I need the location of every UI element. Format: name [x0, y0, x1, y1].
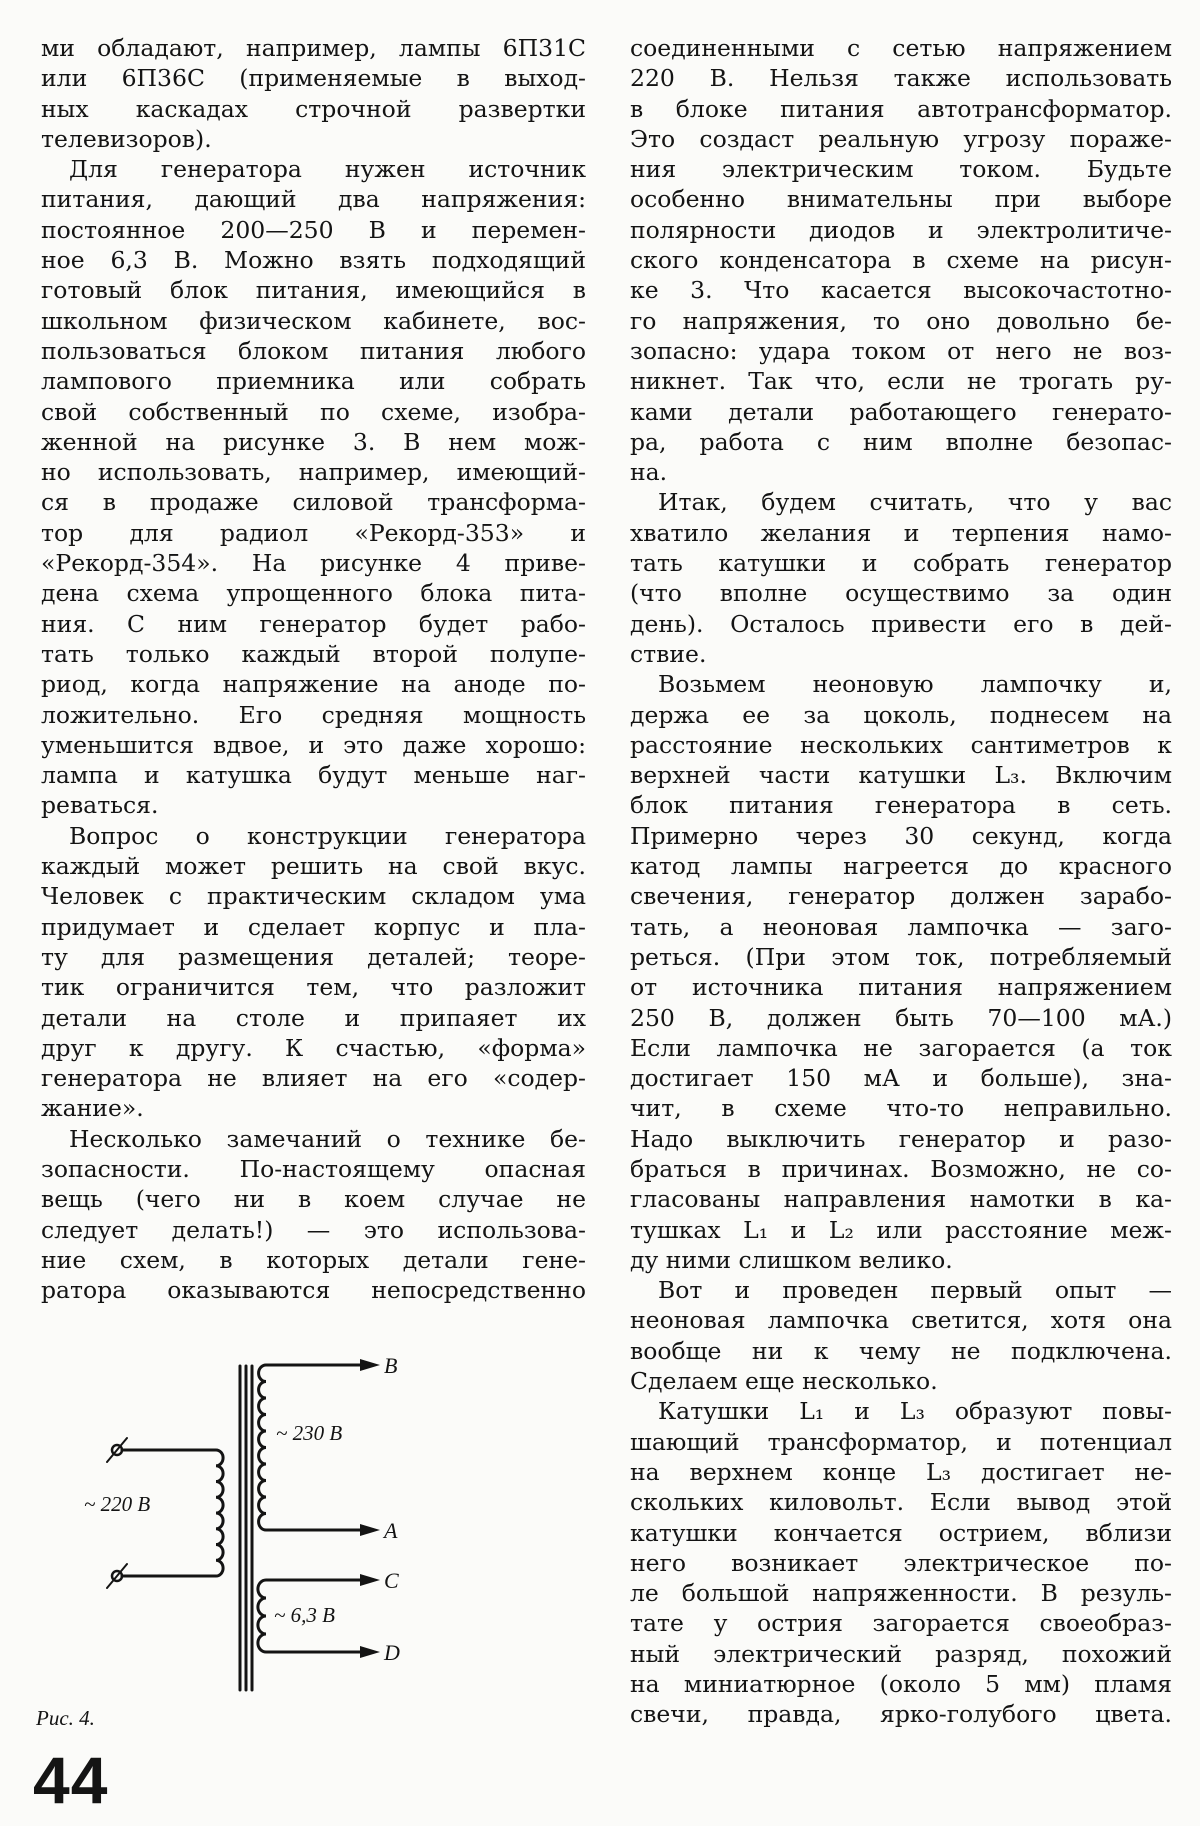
text-line: питания, дающий два напряжения:	[41, 185, 586, 214]
text-line: ского конденсатора в схеме на рисун-	[630, 246, 1172, 275]
arrow-a-icon	[360, 1524, 380, 1536]
text-line: неоновая лампочка светится, хотя она	[630, 1306, 1172, 1335]
text-line: ми обладают, например, лампы 6П31С	[41, 34, 586, 62]
text-line: риод, когда напряжение на аноде по-	[41, 670, 586, 699]
text-line: школьном физическом кабинете, вос-	[41, 306, 586, 335]
text-line: Для генератора нужен источник	[69, 155, 586, 184]
text-line: реться. (При этом ток, потребляемый	[630, 942, 1172, 971]
text-line: Надо выключить генератор и разо-	[630, 1124, 1172, 1153]
text-line: него возникает электрическое по-	[630, 1548, 1172, 1577]
text-line: Несколько замечаний о технике бе-	[69, 1124, 586, 1153]
text-line: каждый может решить на свой вкус.	[41, 852, 586, 881]
text-line: «Рекорд-354». На рисунке 4 приве-	[41, 549, 586, 578]
text-line: гласованы направления намотки в ка-	[630, 1185, 1172, 1214]
text-line: зопасности. По-настоящему опасная	[41, 1154, 586, 1183]
text-line: расстояние нескольких сантиметров к	[630, 730, 1172, 759]
text-line: или 6П36С (применяемые в выход-	[41, 64, 586, 93]
text-line: готовый блок питания, имеющийся в	[41, 276, 586, 305]
text-line: ся в продаже силовой трансформа-	[41, 488, 586, 517]
text-line: держа ее за цоколь, поднесем на	[630, 700, 1172, 729]
text-line: тушках L₁ и L₂ или расстояние меж-	[630, 1215, 1172, 1244]
text-line: детали на столе и припаяет их	[41, 1003, 586, 1032]
text-line: ложительно. Его средняя мощность	[41, 700, 586, 729]
text-line: катод лампы нагреется до красного	[630, 852, 1172, 881]
text-line: постоянное 200—250 В и перемен-	[41, 215, 586, 244]
text-line: блок питания генератора в сеть.	[630, 791, 1172, 820]
text-line: свой собственный по схеме, изобра-	[41, 397, 586, 426]
text-line: хватило желания и терпения намо-	[630, 518, 1172, 547]
text-line: Вопрос о конструкции генератора	[69, 821, 586, 850]
text-line: ный электрический разряд, похожий	[630, 1639, 1172, 1668]
text-line: браться в причинах. Возможно, не со-	[630, 1154, 1172, 1183]
text-line: ра, работа с ним вполне безопас-	[630, 427, 1172, 456]
text-line: Если лампочка не загорается (а ток	[630, 1033, 1172, 1062]
figure-caption: Рис. 4.	[36, 1706, 95, 1730]
text-line: женной на рисунке 3. В нем мож-	[41, 427, 586, 456]
text-line: на верхнем конце L₃ достигает не-	[630, 1457, 1172, 1486]
text-line: ных каскадах строчной развертки	[41, 94, 586, 123]
text-line: ние схем, в которых детали гене-	[41, 1245, 586, 1274]
text-line: телевизоров).	[41, 124, 212, 153]
text-line: полярности диодов и электролитиче-	[630, 215, 1172, 244]
text-line: следует делать!) — это использова-	[41, 1215, 586, 1244]
text-line: Сделаем еще несколько.	[630, 1367, 938, 1396]
terminal-d-label: D	[384, 1640, 400, 1665]
text-line: Возьмем неоновую лампочку и,	[658, 670, 1172, 699]
text-line: катушки кончается острием, вблизи	[630, 1518, 1172, 1547]
terminal-b-label: B	[384, 1353, 398, 1378]
text-line: ствие.	[630, 639, 707, 668]
text-line: вещь (чего ни в коем случае не	[41, 1185, 586, 1214]
text-line: верхней части катушки L₃. Включим	[630, 761, 1172, 790]
text-line: свечи, правда, ярко-голубого цвета.	[630, 1700, 1172, 1729]
text-line: Итак, будем считать, что у вас	[658, 488, 1172, 517]
text-line: ке 3. Что касается высокочастотно-	[630, 276, 1172, 305]
text-line: (что вполне осуществимо за один	[630, 579, 1172, 608]
text-line: свечения, генератор должен зарабо-	[630, 882, 1172, 911]
text-line: генератора не влияет на его «содер-	[41, 1064, 586, 1093]
text-line: ния. С ним генератор будет рабо-	[41, 609, 586, 638]
text-line: 250 В, должен быть 70—100 мА.)	[630, 1003, 1172, 1032]
text-line: 220 В. Нельзя также использовать	[630, 64, 1172, 93]
page-number: 44	[33, 1743, 109, 1817]
text-line: ратора оказываются непосредственно	[41, 1276, 586, 1305]
text-line: от источника питания напряжением	[630, 973, 1172, 1002]
text-line: соединенными с сетью напряжением	[630, 34, 1172, 62]
text-line: особенно внимательны при выборе	[630, 185, 1172, 214]
text-line: чит, в схеме что-то неправильно.	[630, 1094, 1172, 1123]
text-line: ния электрическим током. Будьте	[630, 155, 1172, 184]
text-line: вообще ни к чему не подключена.	[630, 1336, 1172, 1365]
text-line: в блоке питания автотрансформатор.	[630, 94, 1172, 123]
text-line: ное 6,3 В. Можно взять подходящий	[41, 246, 586, 275]
text-line: тик ограничится тем, что разложит	[41, 973, 586, 1002]
text-line: тать только каждый второй полупе-	[41, 639, 586, 668]
text-line: Вот и проведен первый опыт —	[658, 1276, 1172, 1305]
text-line: дена схема упрощенного блока пита-	[41, 579, 586, 608]
text-line: тать, а неоновая лампочка — заго-	[630, 912, 1172, 941]
text-line: но использовать, например, имеющий-	[41, 458, 586, 487]
arrow-b-icon	[360, 1359, 380, 1371]
text-line: на.	[630, 458, 668, 487]
text-line: скольких киловольт. Если вывод этой	[630, 1488, 1172, 1517]
text-line: ле большой напряженности. В резуль-	[630, 1579, 1172, 1608]
primary-voltage-label: ~ 220 В	[84, 1492, 151, 1516]
text-line: ту для размещения деталей; теоре-	[41, 942, 586, 971]
secondary-high-winding	[259, 1365, 362, 1530]
text-line: жание».	[41, 1094, 144, 1123]
text-line: уменьшится вдвое, и это даже хорошо:	[41, 730, 586, 759]
text-line: тать катушки и собрать генератор	[630, 549, 1172, 578]
text-line: друг к другу. К счастью, «форма»	[41, 1033, 586, 1062]
text-line: Человек с практическим складом ума	[41, 882, 586, 911]
text-line: придумает и сделает корпус и пла-	[41, 912, 586, 941]
text-line: ду ними слишком велико.	[630, 1245, 953, 1274]
text-line: лампа и катушка будут меньше наг-	[41, 761, 586, 790]
terminal-a-label: A	[384, 1518, 398, 1543]
text-line: Примерно через 30 секунд, когда	[630, 821, 1172, 850]
text-line: ками детали работающего генерато-	[630, 397, 1172, 426]
secondary-high-voltage-label: ~ 230 В	[276, 1421, 343, 1445]
terminal-c-label: C	[384, 1568, 399, 1593]
text-line: Это создаст реальную угрозу пораже-	[630, 124, 1172, 153]
text-line: зопасно: удара током от него не воз-	[630, 336, 1172, 365]
text-line: тате у острия загорается своеобраз-	[630, 1609, 1172, 1638]
text-line: шающий трансформатор, и потенциал	[630, 1427, 1172, 1456]
arrow-d-icon	[360, 1646, 380, 1658]
text-line: никнет. Так что, если не трогать ру-	[630, 367, 1172, 396]
text-line: тор для радиол «Рекорд-353» и	[41, 518, 586, 547]
text-line: реваться.	[41, 791, 159, 820]
text-line: день). Осталось привести его в дей-	[630, 609, 1172, 638]
text-line: достигает 150 мА и больше), зна-	[630, 1064, 1172, 1093]
text-line: го напряжения, то оно довольно бе-	[630, 306, 1172, 335]
secondary-low-voltage-label: ~ 6,3 В	[274, 1603, 335, 1627]
arrow-c-icon	[360, 1574, 380, 1586]
text-line: на миниатюрное (около 5 мм) пламя	[630, 1670, 1172, 1699]
text-line: Катушки L₁ и L₃ образуют повы-	[658, 1397, 1172, 1426]
text-line: лампового приемника или собрать	[41, 367, 586, 396]
text-line: пользоваться блоком питания любого	[41, 336, 586, 365]
